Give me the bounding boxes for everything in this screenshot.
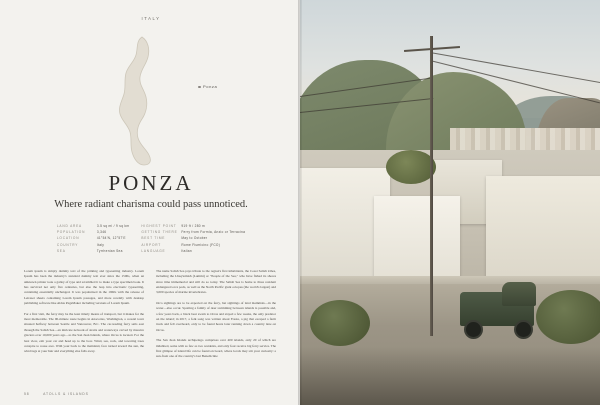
fact-label: SEA bbox=[56, 248, 66, 253]
fact-value: 919 ft / 280 m bbox=[181, 224, 206, 228]
kicker-country: ITALY bbox=[141, 16, 161, 21]
shrub bbox=[536, 290, 600, 344]
paragraph: Orca sightings are to be expected on the ferry, but sightings of land mammals—in the water—also occur. Spotting a family of deer swimming between islands is possible and, a few years back, a black bear swam to Orcas and stayed a few weeks, the only predator on the island; in 2017, a folk song was written about Fresia, a pig that escaped a farm truck and fell overboard, only to be found hours later running down a country lane on Orcas. bbox=[156, 300, 276, 332]
shrub bbox=[386, 150, 436, 184]
body-column-1 bbox=[24, 269, 144, 365]
truck-wheel bbox=[464, 320, 483, 339]
page-number: 58 bbox=[24, 392, 30, 396]
running-head: ATOLLS & ISLANDS bbox=[43, 392, 89, 396]
map-pin-icon bbox=[198, 86, 201, 89]
body-column-2 bbox=[156, 269, 276, 365]
fact-column-right bbox=[141, 224, 245, 253]
fact-row bbox=[141, 224, 245, 228]
paragraph: Lorem ipsum is simply dummy text of the printing and typesetting industry. Lorem Ipsum has been the industry's standard dummy text ever since the 1500s, when an unknown printer took a galley of type and scrambled it to make a type specimen book. It has survived not only five centuries, but also the leap into electronic typesetting, containing essentially unchanged. It was popularised in the 1960s with the release of Letraset sheets containing Lorem Ipsum passages, and more recently with desktop publishing software like Aldus PageMaker including versions of Lorem Ipsum. bbox=[24, 268, 144, 306]
fact-row bbox=[141, 249, 245, 253]
three-wheeled-truck bbox=[452, 286, 544, 348]
fact-value: Italian bbox=[181, 248, 192, 253]
island-map bbox=[24, 29, 278, 169]
fact-value: Tyrrhenian Sea bbox=[96, 248, 123, 253]
fact-row bbox=[57, 236, 129, 240]
fact-label: BEST TIME bbox=[141, 236, 166, 241]
fact-value: Rome Fiumicino (FCO) bbox=[181, 242, 221, 247]
fact-value: 3,346 bbox=[96, 230, 107, 235]
fact-row bbox=[141, 236, 245, 240]
page-gutter bbox=[298, 0, 302, 405]
fact-label: LOCATION bbox=[56, 236, 80, 241]
fact-label: GETTING THERE bbox=[141, 230, 178, 235]
fact-row bbox=[57, 230, 129, 234]
folio bbox=[24, 392, 89, 396]
fact-label: LAND AREA bbox=[56, 224, 82, 228]
truck-cab bbox=[502, 282, 536, 306]
full-page-photograph bbox=[300, 0, 600, 405]
paragraph: For a first visit, the ferry may be the least timely means of transport, but it makes for the most memorable. The 90-minute route begins in Anacortes, Washington, a coastal town situated halfway between Seattle and Vancouver, B.C. The car-leading ferry sails east through the Salish Sea—an intricate network of straits and waterways carved by massive glaciers over 10,000 years ago—to the San Juan Islands, where Orcas is located. For the best view, exit your car and head up to the bow. Wind, sea, rock, and towering trees conspire to rouse awe. With your back to the mainland, face turned toward the sun, the wind tugs at your hair and everything else falls away. bbox=[24, 311, 144, 354]
fact-value: 41°54'N, 12°57'E bbox=[96, 236, 126, 241]
map-pin-label: Ponza bbox=[198, 84, 217, 89]
fact-row bbox=[57, 243, 129, 247]
fact-value: May to October bbox=[181, 236, 208, 241]
fact-box bbox=[24, 224, 278, 253]
foreground-shadow bbox=[300, 347, 600, 405]
fact-label: LANGUAGE bbox=[141, 248, 166, 253]
page-subtitle: Where radiant charisma could pass unnoticed. bbox=[54, 199, 248, 210]
shrub bbox=[310, 300, 370, 346]
paragraph: The San Juan Islands archipelago comprises over 400 islands, only 20 of which are inhabited, some with as few as two residents, and only four receive big ferry service. The first glimpse of island life can be found on board, where locals may stir your curiosity: a sun-front one of the country's last Benedictine bbox=[156, 338, 276, 359]
body-columns bbox=[24, 269, 278, 365]
fact-value: Italy bbox=[96, 242, 105, 247]
fact-row bbox=[141, 243, 245, 247]
page-title: PONZA bbox=[108, 171, 194, 195]
fact-label: POPULATION bbox=[56, 230, 86, 235]
fact-label: HIGHEST POINT bbox=[141, 224, 177, 228]
fact-row bbox=[141, 230, 245, 234]
island-shape-icon bbox=[108, 35, 182, 167]
fact-label: COUNTRY bbox=[56, 242, 79, 247]
fact-row bbox=[57, 249, 129, 253]
utility-pole bbox=[430, 36, 433, 336]
right-page bbox=[300, 0, 600, 405]
fact-value: Ferry from Formia, Anzio or Terracina bbox=[181, 230, 246, 235]
fact-row bbox=[57, 224, 129, 228]
truck-wheel bbox=[514, 320, 533, 339]
fact-value: 3.5 sq mi / 9 sq km bbox=[96, 224, 130, 228]
paragraph: The name Salish Sea pays tribute to the region's first inhabitants, the Coast Salish tribes, including the Lhaq'temish (Lummi) or "People of the Sea," who have fished its shores since time immemorial and still do so today. The Salish Sea is home to three resident endangered orca pods, as well as the North Pacific giant octopus (the world's largest) and 3,000 species of marine invertebrates. bbox=[156, 268, 276, 295]
fact-column-left bbox=[57, 224, 129, 253]
fact-label: AIRPORT bbox=[141, 242, 162, 247]
